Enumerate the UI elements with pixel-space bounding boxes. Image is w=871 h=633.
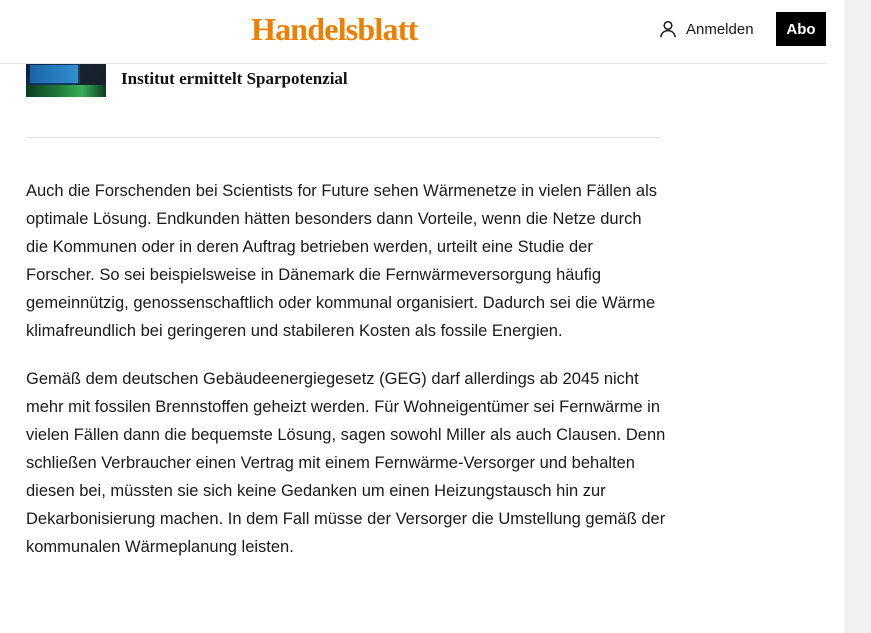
handelsblatt-logo[interactable]: Handelsblatt [251,11,418,47]
user-icon [659,20,677,38]
login-button[interactable] [659,17,754,41]
abo-button[interactable]: Abo [776,12,826,46]
scrollbar[interactable] [845,0,871,633]
article-body [26,177,666,581]
login-label: Anmelden [686,20,754,38]
section-divider [26,137,661,138]
related-article-teaser[interactable] [26,63,666,97]
site-header [0,0,826,64]
teaser-thumbnail [26,63,106,97]
article-paragraph: Auch die Forschenden bei Scientists for Future sehen Wärmenetze in vielen Fällen als optimale Lösung. Endkunden hätten besonders dann Vorteile, wenn die Netze durch die Kommunen oder in deren Auftrag betrieben werden, urteilt eine Studie der Forscher. So sei beispielsweise in Dänemark die Fernwärmeversorgung häufig gemeinnützig, genossenschaftlich oder kommunal organisiert. Dadurch sei die Wärme klimafreundlich bei geringeren und stabileren Kosten als fossile Energien. [26,182,657,340]
article-paragraph: Gemäß dem deutschen Gebäudeenergiegesetz (GEG) darf allerdings ab 2045 nicht mehr mit fossilen Brennstoffen geheizt werden. Für Wohneigentümer sei Fernwärme in vielen Fällen dann die bequemste Lösung, sagen sowohl Miller als auch Clausen. Denn schließen Verbraucher einen Vertrag mit einem Fernwärme-Versorger und behalten diesen bei, müssten sie sich keine Gedanken um einen Heizungstausch hin zur Dekarbonisierung machen. In dem Fall müsse der Versorger die Umstellung gemäß der kommunalen Wärmeplanung leisten. [26,370,666,556]
teaser-title[interactable]: Institut ermittelt Sparpotenzial [121,69,348,88]
